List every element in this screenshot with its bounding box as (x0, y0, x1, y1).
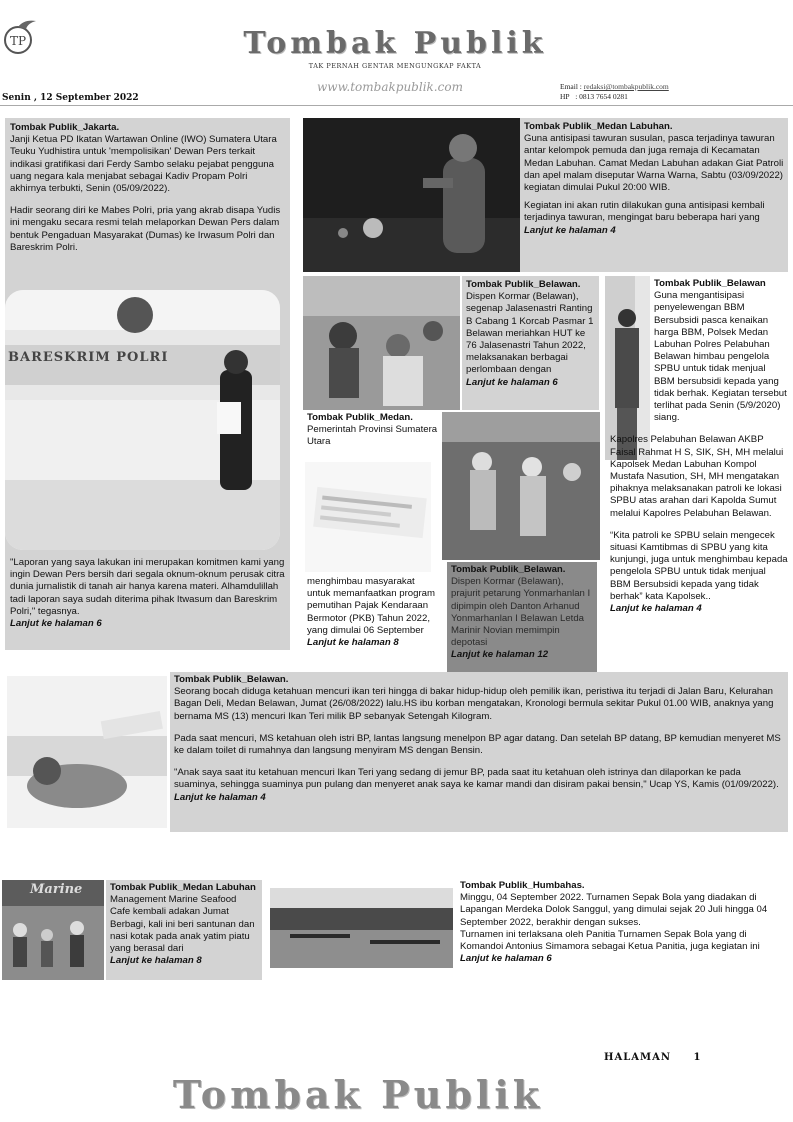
continue-link[interactable]: Lanjut ke halaman 4 (610, 603, 702, 615)
article-paragraph: "Anak saya saat itu ketahuan mencuri Ikan Teri yang sedang di jemur BP, pada saat itu ketahuan oleh istrinya dan dilaporkan ke pada suaminya, sehingga suaminya pun pulang dan menyeret anak saya ke kamar mandi dan disiram pakai bensin," Ucap YS, Kamis (01/09/2022). (174, 767, 779, 791)
article-belawan-kormar (462, 276, 599, 410)
continue-link[interactable]: Lanjut ke halaman 8 (110, 955, 202, 967)
continue-link[interactable]: Lanjut ke halaman 6 (460, 953, 552, 965)
bird-icon (18, 16, 36, 26)
victim-photo (7, 676, 167, 828)
article-paragraph: menghimbau masyarakat untuk memanfaatkan program pemutihan Pajak Kendaraan Bermotor (PKB) Tahun 2022, yang dimulai 06 September (307, 576, 435, 636)
article-jakarta-quote (10, 557, 286, 630)
article-heading: Tombak Publik_Belawan. (466, 279, 581, 290)
article-paragraph: Janji Ketua PD Ikatan Wartawan Online (IWO) Sumatera Utara Teuku Yudhistira untuk 'mempolisikan' Dewan Pers terkait indikasi gratifikasi dari Ferdy Sambo selaku pejabat pengguna uang negara kala menjabat sebagai Kadiv Propam Polri akhirnya terbukti, Senin (05/09/2022). (10, 134, 277, 195)
marinir-photo (442, 412, 600, 560)
tagline: TAK PERNAH GENTAR MENGUNGKAP FAKTA (308, 62, 482, 70)
article-paragraph: “Kita patroli ke SPBU selain mengecek situasi Kamtibmas di SPBU yang kita kunjungi, juga untuk menghimbau kepada pengelola SPBU untuk tidak menjual BBM Bersubsidi kepada yang tidak berhak” kata Kapolsek.. (610, 529, 788, 602)
tax-document-photo (305, 462, 431, 572)
article-heading: Tombak Publik_Jakarta. (10, 122, 120, 133)
article-belawan-marinir (447, 562, 597, 672)
article-paragraph: Guna mengantisipasi penyelewengan BBM Bersubsidi pasca kenaikan harga BBM, Polsek Medan Labuhan Polres Pelabuhan Belawan himbau pengelola SPBU untuk tidak menjual BBM bersubsidi kepada yang tidak berhak. Kegiatan tersebut terlihat pada Senin (5/9/2020) siang. (654, 290, 787, 424)
continue-link[interactable]: Lanjut ke halaman 4 (524, 224, 616, 236)
continue-link[interactable]: Lanjut ke halaman 12 (451, 649, 549, 661)
continue-link[interactable]: Lanjut ke halaman 4 (174, 791, 266, 803)
article-heading: Tombak Publik_Medan. (307, 412, 413, 423)
bareskrim-photo (5, 290, 280, 550)
article-medan-cont (307, 576, 439, 649)
article-belawan-bocah (170, 672, 788, 832)
article-paragraph: Dispen Kormar (Belawan), segenap Jalasenastri Ranting B Cabang 1 Korcab Pasmar 1 Belawan meriahkan HUT ke 76 Jalasenastri Tahun 2022, melaksanakan berbagai perlombaan dengan (466, 291, 594, 376)
page-number: 1 (693, 1052, 702, 1063)
article-heading: Tombak Publik_Medan Labuhan (110, 882, 256, 893)
masthead: Tombak Publik (243, 26, 547, 61)
continue-link[interactable]: Lanjut ke halaman 8 (307, 637, 399, 649)
article-paragraph: Hadir seorang diri ke Mabes Polri, pria yang akrab disapa Yudis ini mengaku secara resmi telah melaporkan Dewan Pers dalam bentuk Pengaduan Masyarakat (Dumas) ke Irwasum Polri dan Bareskrim Polri. (10, 205, 281, 253)
hp-number: : 0813 7654 0281 (575, 92, 628, 101)
article-heading: Tombak Publik_Belawan. (451, 564, 566, 575)
article-paragraph: Turnamen ini terlaksana oleh Panitia Turnamen Sepak Bola yang di Komandoi Antonius Simamora sebagai Ketua Panitia, juga kegiatan ini (460, 928, 760, 953)
article-paragraph: Seorang bocah diduga ketahuan mencuri ikan teri hingga di bakar hidup-hidup oleh pemilik ikan, peristiwa itu terjadi di Jalan Baru, Kelurahan Bagan Deli, Medan Belawan, Jumat (26/08/2022) lalu.HS ibu korban mengatakan, Kronologi bermula sekitar Pukul 01.00 WIB, anaknya yang bernama MS (13) mencuri Ikan Teri milik BP sebanyak Setengah Kilogram. (174, 686, 774, 722)
article-heading: Tombak Publik_Belawan (654, 278, 766, 289)
article-medan-labuhan-2 (106, 880, 262, 980)
night-patrol-photo (303, 118, 520, 272)
page-indicator (604, 1052, 701, 1063)
marine-sign-text: Marine (30, 882, 83, 897)
website-link[interactable]: www.tombakpublik.com (317, 80, 463, 94)
article-heading: Tombak Publik_Medan Labuhan. (524, 121, 673, 132)
article-heading: Tombak Publik_Belawan. (174, 674, 289, 685)
article-paragraph: Kegiatan ini akan rutin dilakukan guna antisipasi kembali terjadinya tawuran, mengingat baru beberapa hari yang (524, 200, 765, 224)
article-paragraph: Kapolres Pelabuhan Belawan AKBP Faisal Rahmat H S, SIK, SH, MH melalui Kapolsek Medan Labuhan Kompol Mustafa Nasution, SH, MH mengatakan pihaknya melaksanakan patroli ke lokasi SPBU atas arahan dari Kapolda Sumut melalui Kapolres Pelabuhan Belawan. (610, 434, 784, 519)
continue-link[interactable]: Lanjut ke halaman 6 (466, 376, 558, 388)
email-label: Email : (560, 82, 582, 91)
contact-block (560, 82, 669, 102)
sign-text: BARESKRIM POLRI (8, 350, 169, 365)
article-paragraph: Management Marine Seafood Cafe kembali adakan Jumat Berbagi, kali ini beri santunan dan nasi kotak pada anak yatim piatu yang berasal dari (110, 894, 255, 955)
email-link[interactable]: redaksi@tombakpublik.com (583, 82, 669, 91)
article-paragraph: "Laporan yang saya lakukan ini merupakan komitmen kami yang ingin Dewan Pers bersih dari segala oknum-oknum perusak citra dunia jurnalistik di tanah air hanya karena materi. Alhamdulillah tadi laporan saya sudah diterima pihak Itwasum dan Bareskrim Polri," tegasnya. (10, 557, 285, 617)
edition-date: Senin , 12 September 2022 (2, 93, 139, 103)
jalasenastri-photo (303, 276, 460, 410)
article-belawan-bbm (606, 276, 788, 672)
article-humbahas (460, 880, 785, 965)
article-paragraph: Guna antisipasi tawuran susulan, pasca terjadinya tawuran antar kelompok pemuda dan juga remaja di Kecamatan Medan Labuhan. Camat Medan Labuhan adakan Giat Patroli dan apel malam diseputar Warna Warna, Sabtu (03/09/2022) kegiatan dimulai Pukul 20:00 WIB. (524, 133, 784, 194)
article-paragraph: Pada saat mencuri, MS ketahuan oleh istri BP, lantas langsung menelpon BP agar datang. Dan setelah BP datang, BP kemudian menyeret MS ke dalam toilet di rumahnya dan langsung menyiram MS dengan Bensin. (174, 732, 781, 757)
article-medan-labuhan (520, 118, 788, 272)
logo-badge (4, 26, 32, 54)
footer-masthead: Tombak Publik (172, 1072, 544, 1117)
continue-link[interactable]: Lanjut ke halaman 6 (10, 618, 102, 630)
logo-text: TP (9, 34, 27, 48)
article-paragraph: Pemerintah Provinsi Sumatera Utara (307, 424, 438, 448)
header-rule (0, 105, 793, 106)
hp-label: HP (560, 92, 570, 101)
halaman-label: HALAMAN (604, 1052, 671, 1063)
article-heading: Tombak Publik_Humbahas. (460, 880, 585, 891)
article-paragraph: Dispen Kormar (Belawan), prajurit petarung Yonmarhanlan I dipimpin oleh Danton Arhanud Yonmarhanlan I Belawan Letda Marinir Novian memimpin depotasi (451, 576, 591, 649)
football-field-photo (270, 888, 453, 968)
article-paragraph: Minggu, 04 September 2022. Turnamen Sepak Bola yang diadakan di Lapangan Merdeka Dolok Sanggul, yang dimulai sejak 20 Juli hingga 04 September 2022, berakhir dengan sukses. (460, 892, 768, 928)
